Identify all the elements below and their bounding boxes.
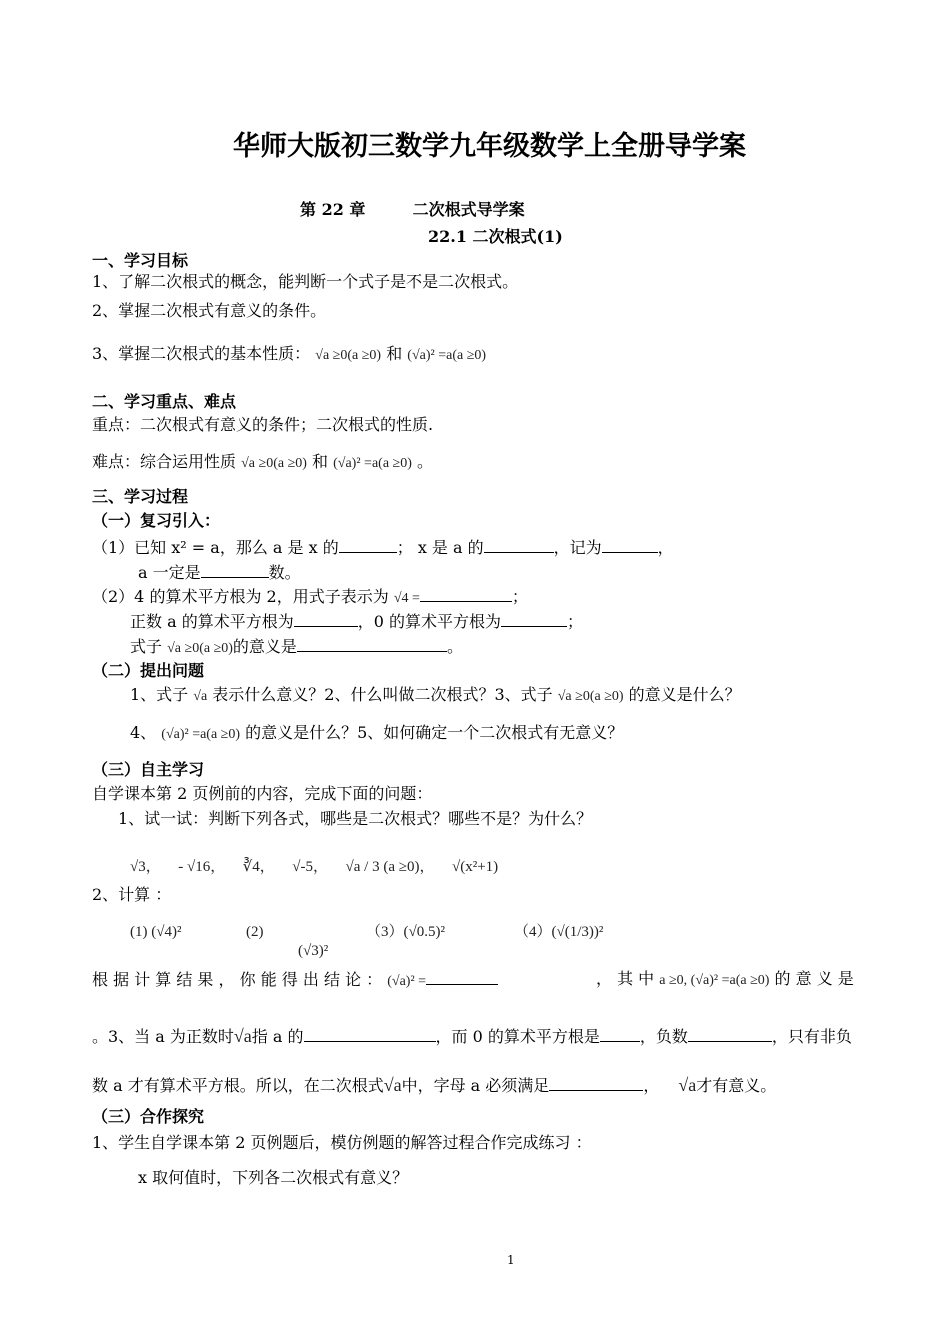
p3-text-c: ，而 0 的算术平方根是	[435, 1027, 600, 1046]
difficulty-text	[92, 451, 433, 475]
review-q1-text-b: ； x 是 a 的	[396, 538, 484, 557]
formula-sqrt-nonneg: √a ≥0(a ≥0)	[241, 456, 307, 471]
review-q2-text-c: ，0 的算术平方根为	[357, 612, 501, 631]
document-title: 华师大版初三数学九年级数学上全册导学案	[233, 131, 746, 162]
answer-blank[interactable]	[549, 1074, 643, 1091]
goal-item-3	[92, 343, 486, 367]
review-q2-semi: ；	[511, 587, 528, 606]
review-q1-cont	[138, 561, 301, 584]
answer-blank[interactable]	[484, 536, 554, 553]
answer-blank[interactable]	[297, 635, 447, 652]
difficulty-end: 。	[416, 452, 433, 471]
questions-line-2	[130, 722, 623, 746]
expr-item: √-5，	[292, 859, 329, 875]
chapter-heading	[300, 199, 525, 221]
keypoints-heading: 二、学习重点、难点	[92, 392, 237, 411]
review-q2-text-a: （2）4 的算术平方根为 2，用式子表示为	[92, 587, 389, 606]
answer-blank[interactable]	[339, 536, 397, 553]
review-q2-text-h: 。	[446, 637, 463, 656]
p4-text-d: 才有意义。	[696, 1076, 777, 1095]
calc-item-1: (1) (√4)²	[130, 924, 182, 940]
goal-item-1: 1、了解二次根式的概念，能判断一个式子是不是二次根式。	[92, 272, 519, 291]
expr-item: - √16，	[178, 859, 226, 875]
keypoint-text: 重点：二次根式有意义的条件；二次根式的性质.	[92, 415, 434, 434]
review-q1-text-a: （1）已知 x² = a，那么 a 是 x 的	[92, 538, 339, 557]
formula-sqrt-4: √4 =	[393, 591, 420, 606]
q-text-c: 表示什么意义？2、什么叫做二次根式？3、式子	[212, 685, 553, 704]
answer-blank[interactable]	[426, 968, 498, 985]
p4-text-b: 中，字母 a 必须满足	[401, 1076, 550, 1095]
chapter-number: 第 22 章	[300, 200, 366, 219]
review-q2	[92, 585, 528, 610]
formula-sqrt-a: √a	[678, 1075, 697, 1095]
questions-heading: （二）提出问题	[92, 661, 205, 680]
goal-and: 和	[386, 344, 403, 363]
expr-item: √(x²+1)	[451, 859, 499, 875]
answer-blank[interactable]	[304, 1025, 436, 1042]
try-prompt: 1、试一试：判断下列各式，哪些是二次根式？哪些不是？为什么？	[118, 809, 593, 828]
formula-sqrt-a: √a	[193, 689, 208, 704]
answer-blank[interactable]	[201, 561, 269, 578]
review-q2-text-d: ；	[567, 612, 584, 631]
goals-heading: 一、学习目标	[92, 251, 189, 270]
q-text-e: 的意义是什么？	[628, 685, 741, 704]
review-q1-text-f: 数。	[268, 563, 301, 582]
calc-item-4: （4）(√(1/3))²	[514, 924, 604, 940]
p4-text-c: ，	[643, 1076, 660, 1095]
formula-square-of-sqrt-lhs: (√a)² =	[387, 974, 427, 989]
process-heading: 三、学习过程	[92, 487, 189, 506]
p3-text-d: ，负数	[639, 1027, 688, 1046]
formula-square-of-sqrt: (√a)² =a(a ≥0)	[333, 456, 412, 471]
answer-blank[interactable]	[501, 610, 567, 627]
formula-sqrt-nonneg: √a ≥0(a ≥0)	[315, 348, 382, 363]
expression-list	[130, 856, 498, 878]
conclusion-line	[92, 968, 498, 993]
q-text-a: 1、式子	[130, 685, 189, 704]
review-q2-line2	[130, 610, 583, 633]
section-heading: 22.1 二次根式(1)	[428, 227, 563, 246]
page-number: 1	[507, 1253, 515, 1267]
formula-square-of-sqrt: (√a)² =a(a ≥0)	[407, 348, 487, 363]
goal-item-3-text: 3、掌握二次根式的基本性质：	[92, 344, 311, 363]
self-study-intro: 自学课本第 2 页例前的内容，完成下面的问题：	[92, 784, 433, 803]
conclusion-text-a: 根 据 计 算 结 果 ， 你 能 得 出 结 论 ：	[92, 970, 383, 989]
formula-sqrt-a: √a	[233, 1026, 252, 1046]
review-q1	[92, 536, 674, 559]
cooperation-line-1: 1、学生自学课本第 2 页例题后，模仿例题的解答过程合作完成练习 ：	[92, 1133, 592, 1152]
expr-item: √a / 3 (a ≥0)，	[345, 859, 435, 875]
p3-text-b: 指 a 的	[251, 1027, 304, 1046]
goal-item-2: 2、掌握二次根式有意义的条件。	[92, 301, 327, 320]
review-q2-text-b: 正数 a 的算术平方根为	[130, 612, 294, 631]
conclusion-text-d: 的 意 义 是	[774, 969, 854, 988]
answer-blank[interactable]	[688, 1025, 772, 1042]
formula-sqrt-a: √a	[383, 1075, 402, 1095]
cooperation-line-2: x 取何值时，下列各二次根式有意义？	[138, 1168, 409, 1187]
q-text-l2a: 4、	[130, 723, 157, 742]
review-q1-text-c: ，记为	[553, 538, 602, 557]
condition-line	[92, 1074, 776, 1097]
questions-line-1	[130, 684, 741, 708]
calc-item-3: （3）(√0.5)²	[366, 924, 445, 940]
formula-square-of-sqrt: (√a)² =a(a ≥0)	[161, 727, 241, 742]
difficulty-prefix: 难点：综合运用性质	[92, 452, 237, 471]
self-study-heading: （三）自主学习	[92, 760, 205, 779]
formula-condition: a ≥0, (√a)² =a(a ≥0)	[659, 973, 770, 988]
answer-blank[interactable]	[602, 536, 658, 553]
p3-text-e: ，只有非负	[771, 1027, 852, 1046]
review-q1-text-e: a 一定是	[138, 563, 201, 582]
answer-blank[interactable]	[420, 585, 512, 602]
review-q1-text-d: ，	[657, 538, 674, 557]
difficulty-and: 和	[312, 452, 329, 471]
formula-sqrt-nonneg: √a ≥0(a ≥0)	[557, 689, 624, 704]
review-heading: （一）复习引入：	[92, 511, 221, 530]
answer-blank[interactable]	[600, 1025, 640, 1042]
conclusion-text-b: ， 其 中	[596, 969, 655, 988]
p3-text-a: 。3、当 a 为正数时	[92, 1027, 234, 1046]
answer-blank[interactable]	[294, 610, 358, 627]
calc-item-2-label: (2)	[246, 924, 264, 940]
calc-prompt: 2、计算 ：	[92, 885, 172, 904]
chapter-name: 二次根式导学案	[412, 200, 525, 219]
conclusion-line-right	[596, 968, 854, 992]
q-text-l2c: 的意义是什么？5、如何确定一个二次根式有无意义？	[245, 723, 624, 742]
sqrt-meaning-line	[92, 1025, 852, 1048]
expr-item: √3，	[130, 859, 161, 875]
review-q2-text-g: 的意义是	[232, 637, 297, 656]
expr-item: ∛4，	[242, 859, 275, 875]
cooperation-heading: （三）合作探究	[92, 1107, 205, 1126]
review-q2-line3	[130, 635, 463, 660]
formula-sqrt-nonneg: √a ≥0(a ≥0)	[167, 641, 233, 656]
p4-text-a: 数 a 才有算术平方根。所以，在二次根式	[92, 1076, 384, 1095]
review-q2-text-e: 式子	[130, 637, 163, 656]
calc-item-2: (√3)²	[298, 943, 329, 959]
